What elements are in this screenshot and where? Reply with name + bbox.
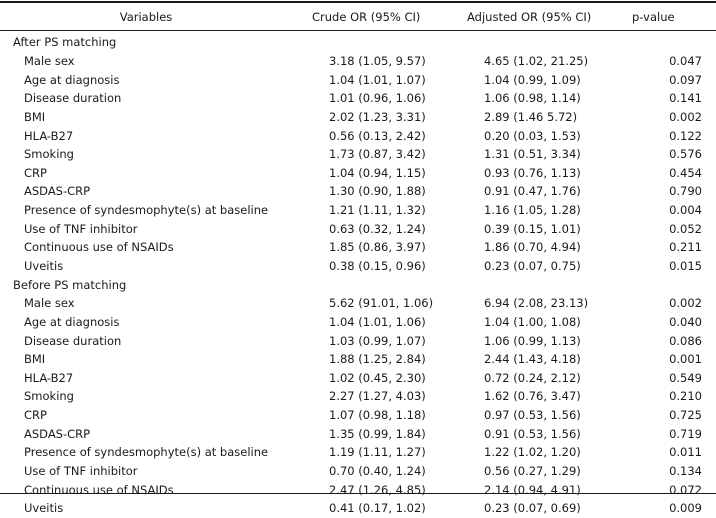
crude-or-cell: 1.04 (1.01, 1.06) <box>329 314 426 329</box>
crude-or-cell: 1.21 (1.11, 1.32) <box>329 203 426 218</box>
table-row <box>0 163 716 182</box>
table-row <box>0 462 716 481</box>
adjusted-or-cell: 0.20 (0.03, 1.53) <box>484 128 581 143</box>
crude-or-cell: 1.85 (0.86, 3.97) <box>329 240 426 255</box>
table-row <box>0 238 716 257</box>
section-row <box>0 30 716 52</box>
crude-or-cell: 0.56 (0.13, 2.42) <box>329 128 426 143</box>
table-row <box>0 369 716 388</box>
table-row <box>0 294 716 313</box>
table-row <box>0 219 716 238</box>
adjusted-or-cell: 1.06 (0.98, 1.14) <box>484 91 581 106</box>
crude-or-cell: 1.35 (0.99, 1.84) <box>329 426 426 441</box>
table-row <box>0 350 716 369</box>
adjusted-or-cell: 1.16 (1.05, 1.28) <box>484 203 581 218</box>
crude-or-cell: 1.19 (1.11, 1.27) <box>329 445 426 460</box>
adjusted-or-cell: 1.62 (0.76, 3.47) <box>484 389 581 404</box>
table-row <box>0 406 716 425</box>
variable-cell: Presence of syndesmophyte(s) at baseline <box>24 203 269 218</box>
p-value-cell: 0.134 <box>669 464 702 479</box>
adjusted-or-cell: 1.04 (1.00, 1.08) <box>484 314 581 329</box>
header-crude-or: Crude OR (95% CI) <box>312 9 421 24</box>
table-body <box>0 30 716 518</box>
section-title: After PS matching <box>13 35 117 50</box>
variable-cell: Smoking <box>24 389 74 404</box>
adjusted-or-cell: 6.94 (2.08, 23.13) <box>484 296 589 311</box>
table-row <box>0 52 716 71</box>
table-row <box>0 424 716 443</box>
p-value-cell: 0.141 <box>669 91 702 106</box>
table-row <box>0 331 716 350</box>
p-value-cell: 0.009 <box>669 501 702 516</box>
crude-or-cell: 1.30 (0.90, 1.88) <box>329 184 426 199</box>
adjusted-or-cell: 0.23 (0.07, 0.75) <box>484 259 581 273</box>
variable-cell: Smoking <box>24 147 74 162</box>
p-value-cell: 0.015 <box>669 259 702 273</box>
adjusted-or-cell: 0.39 (0.15, 1.01) <box>484 221 581 236</box>
adjusted-or-cell: 1.31 (0.51, 3.34) <box>484 147 581 162</box>
p-value-cell: 0.454 <box>669 165 702 180</box>
header-p-value: p-value <box>632 9 675 24</box>
table-row <box>0 70 716 89</box>
p-value-cell: 0.790 <box>669 184 702 199</box>
variable-cell: BMI <box>24 109 46 124</box>
p-value-cell: 0.001 <box>669 352 702 367</box>
variable-cell: ASDAS-CRP <box>24 426 91 441</box>
variable-cell: CRP <box>24 408 47 423</box>
table-header <box>0 3 716 30</box>
adjusted-or-cell: 2.44 (1.43, 4.18) <box>484 352 581 367</box>
table-row <box>0 257 716 276</box>
adjusted-or-cell: 1.22 (1.02, 1.20) <box>484 445 581 460</box>
p-value-cell: 0.047 <box>669 53 702 68</box>
crude-or-cell: 1.03 (0.99, 1.07) <box>329 333 426 348</box>
adjusted-or-cell: 0.72 (0.24, 2.12) <box>484 370 581 385</box>
crude-or-cell: 1.02 (0.45, 2.30) <box>329 370 426 385</box>
variable-cell: HLA-B27 <box>24 128 74 143</box>
header-adjusted-or: Adjusted OR (95% CI) <box>467 9 592 24</box>
adjusted-or-cell: 1.04 (0.99, 1.09) <box>484 72 581 87</box>
variable-cell: HLA-B27 <box>24 370 74 385</box>
variable-cell: Male sex <box>24 53 75 68</box>
p-value-cell: 0.052 <box>669 221 702 236</box>
p-value-cell: 0.719 <box>669 426 702 441</box>
odds-ratio-table <box>0 3 716 518</box>
variable-cell: Age at diagnosis <box>24 314 120 329</box>
adjusted-or-cell: 0.93 (0.76, 1.13) <box>484 165 581 180</box>
p-value-cell: 0.210 <box>669 389 702 404</box>
table-row <box>0 89 716 108</box>
variable-cell: Continuous use of NSAIDs <box>24 482 174 497</box>
crude-or-cell: 0.41 (0.17, 1.02) <box>329 501 426 516</box>
adjusted-or-cell: 0.97 (0.53, 1.56) <box>484 408 581 423</box>
variable-cell: Uveitis <box>24 501 64 516</box>
p-value-cell: 0.576 <box>669 147 702 162</box>
variable-cell: Uveitis <box>24 259 64 273</box>
crude-or-cell: 2.47 (1.26, 4.85) <box>329 482 426 497</box>
crude-or-cell: 1.04 (0.94, 1.15) <box>329 165 426 180</box>
variable-cell: ASDAS-CRP <box>24 184 91 199</box>
variable-cell: Continuous use of NSAIDs <box>24 240 174 255</box>
adjusted-or-cell: 0.91 (0.47, 1.76) <box>484 184 581 199</box>
p-value-cell: 0.072 <box>669 482 702 497</box>
adjusted-or-cell: 4.65 (1.02, 21.25) <box>484 53 589 68</box>
table-row <box>0 443 716 462</box>
crude-or-cell: 2.02 (1.23, 3.31) <box>329 109 426 124</box>
table-row <box>0 182 716 201</box>
adjusted-or-cell: 1.86 (0.70, 4.94) <box>484 240 581 255</box>
crude-or-cell: 1.01 (0.96, 1.06) <box>329 91 426 106</box>
p-value-cell: 0.086 <box>669 333 702 348</box>
table-row <box>0 145 716 164</box>
variable-cell: CRP <box>24 165 47 180</box>
variable-cell: Male sex <box>24 296 75 311</box>
variable-cell: Disease duration <box>24 91 122 106</box>
crude-or-cell: 0.70 (0.40, 1.24) <box>329 464 426 479</box>
crude-or-cell: 1.04 (1.01, 1.07) <box>329 72 426 87</box>
p-value-cell: 0.549 <box>669 370 702 385</box>
p-value-cell: 0.097 <box>669 72 702 87</box>
adjusted-or-cell: 2.14 (0.94, 4.91) <box>484 482 581 497</box>
variable-cell: Use of TNF inhibitor <box>24 464 138 479</box>
p-value-cell: 0.211 <box>669 240 702 255</box>
p-value-cell: 0.725 <box>669 408 702 423</box>
table-row <box>0 126 716 145</box>
table-row <box>0 108 716 127</box>
crude-or-cell: 1.73 (0.87, 3.42) <box>329 147 426 162</box>
table-row <box>0 499 716 518</box>
table-row <box>0 480 716 499</box>
table-row <box>0 313 716 332</box>
crude-or-cell: 5.62 (91.01, 1.06) <box>329 296 434 311</box>
p-value-cell: 0.122 <box>669 128 702 143</box>
adjusted-or-cell: 0.91 (0.53, 1.56) <box>484 426 581 441</box>
variable-cell: Disease duration <box>24 333 122 348</box>
adjusted-or-cell: 2.89 (1.46 5.72) <box>484 109 578 124</box>
header-variables: Variables <box>119 9 173 24</box>
crude-or-cell: 1.07 (0.98, 1.18) <box>329 408 426 423</box>
table-row <box>0 387 716 406</box>
p-value-cell: 0.002 <box>669 296 702 311</box>
adjusted-or-cell: 0.56 (0.27, 1.29) <box>484 464 581 479</box>
variable-cell: Presence of syndesmophyte(s) at baseline <box>24 445 269 460</box>
section-row <box>0 275 716 294</box>
adjusted-or-cell: 1.06 (0.99, 1.13) <box>484 333 581 348</box>
adjusted-or-cell: 0.23 (0.07, 0.69) <box>484 501 581 516</box>
crude-or-cell: 0.38 (0.15, 0.96) <box>329 259 426 273</box>
variable-cell: Age at diagnosis <box>24 72 120 87</box>
p-value-cell: 0.011 <box>669 445 702 460</box>
crude-or-cell: 0.63 (0.32, 1.24) <box>329 221 426 236</box>
table-row <box>0 201 716 220</box>
crude-or-cell: 3.18 (1.05, 9.57) <box>329 53 426 68</box>
p-value-cell: 0.040 <box>669 314 702 329</box>
crude-or-cell: 2.27 (1.27, 4.03) <box>329 389 426 404</box>
variable-cell: Use of TNF inhibitor <box>24 221 138 236</box>
p-value-cell: 0.004 <box>669 203 702 218</box>
variable-cell: BMI <box>24 352 46 367</box>
header-row <box>0 3 716 30</box>
section-title: Before PS matching <box>13 277 127 292</box>
p-value-cell: 0.002 <box>669 109 702 124</box>
crude-or-cell: 1.88 (1.25, 2.84) <box>329 352 426 367</box>
